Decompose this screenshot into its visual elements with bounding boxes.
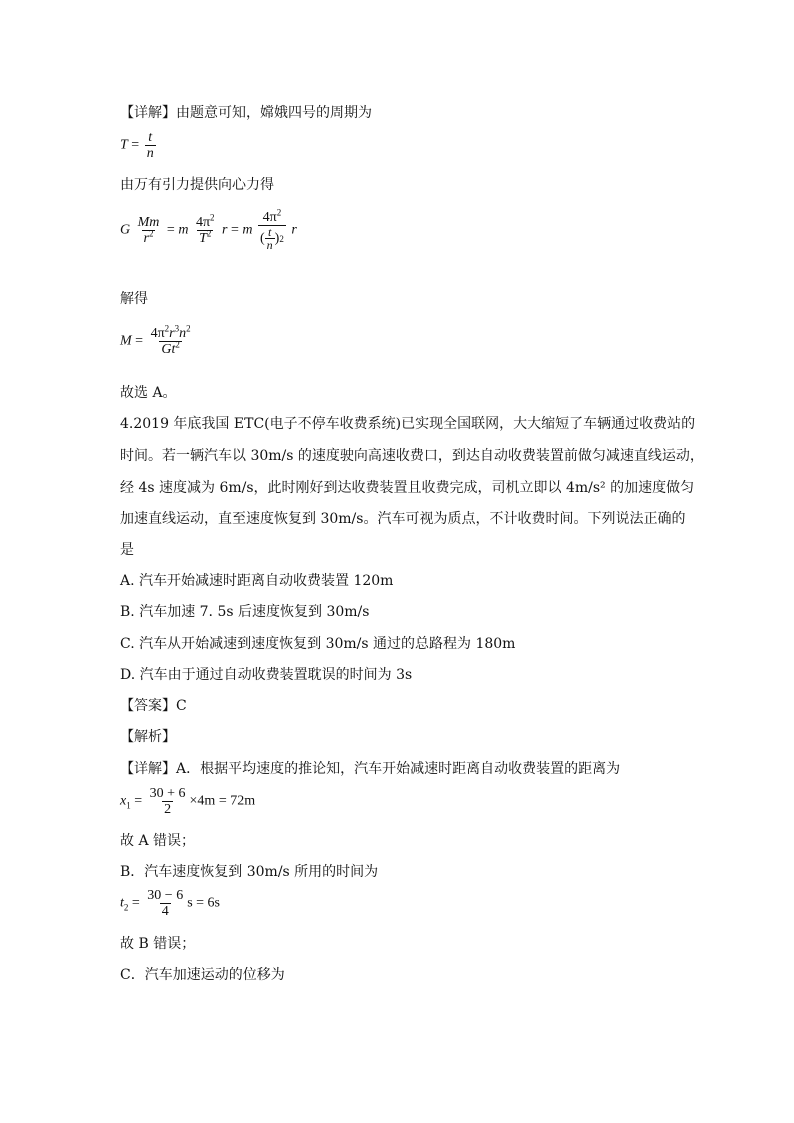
numerator-t: t [268,225,272,239]
denominator-n: n [146,146,154,161]
question4-line-2: 时间。若一辆汽车以 30m/s 的速度驶向高速收费口，到达自动收费装置前做匀减速直线运动， [120,448,704,464]
subscript-2: 2 [123,902,129,913]
exp-2: 2 [164,323,170,334]
numerator-4pi2 [194,212,217,230]
four-pi: 4π [150,326,165,341]
formula-mass [120,323,195,357]
question4-line-3: 经 4s 速度减为 6m/s，此时刚好到达收费装置且收费完成，司机立即以 4m/s² 的加速度做匀 [120,480,695,496]
var-m: m [242,222,253,238]
fraction-30plus6-over-2 [148,786,188,817]
option-B: B. 汽车加速 7. 5s 后速度恢复到 30m/s [120,604,370,620]
option-D: D. 汽车由于通过自动收费装置耽误的时间为 3s [120,667,413,683]
exp-3: 3 [174,323,180,334]
answer-line: 【答案】C [120,698,187,714]
var-m: m [178,222,189,238]
equals: = [166,222,175,238]
var-G: G [120,222,131,238]
fraction-4pi2-over-T2 [194,212,217,246]
denominator: 2 [164,802,172,817]
var-n: n [179,326,187,341]
numerator-t: t [148,130,153,145]
question4-line-4: 加速直线运动，直至速度恢复到 30m/s。汽车可视为质点，不计收费时间。下列说法正确的 [120,511,686,527]
four-pi: 4π [262,210,277,225]
wrong-B-line: 故 B 错误； [120,936,196,952]
exp-2: 2 [210,212,215,223]
var-x: x [120,793,127,809]
formula-period [120,130,158,161]
four-pi: 4π [195,215,211,230]
solve-line: 解得 [120,291,148,307]
numerator-Mm: Mm [137,215,160,230]
numerator: 30 − 6 [147,888,184,903]
analysis-line: 【解析】 [120,729,176,745]
denominator-Gt2 [159,341,182,357]
line-B: B．汽车速度恢复到 30m/s 所用的时间为 [120,864,379,880]
choose-A-line: 故选 A。 [120,385,177,401]
formula-t2 [120,888,220,919]
fraction-t-over-n [145,130,156,161]
var-r: r [291,222,297,238]
var-r: r [143,231,149,246]
equals: = [134,793,143,809]
gravity-line: 由万有引力提供向心力得 [120,177,274,193]
detail-line-1: 【详解】由题意可知，嫦娥四号的周期为 [120,105,372,121]
wrong-A-line: 故 A 错误； [120,833,196,849]
equals: = [131,895,140,911]
formula-gravity [120,207,297,252]
exp-2: 2 [276,207,282,218]
denominator-n: n [266,238,273,252]
fraction-mass [149,323,193,357]
numerator-mass [149,323,193,341]
fraction-4pi2-over-tn2 [258,207,286,252]
line-C: C．汽车加速运动的位移为 [120,967,285,983]
x1-result: ×4m = 72m [189,793,256,809]
option-A: A. 汽车开始减速时距离自动收费装置 120m [120,573,394,589]
option-C: C. 汽车从开始减速到速度恢复到 30m/s 通过的总路程为 180m [120,636,516,652]
denominator-t-over-n-squared: ( $\frac{t}{n}$ ) 2 [260,225,284,252]
t2-result: s = 6s [187,895,220,911]
numerator-4pi2 [261,207,284,225]
exp-2: 2 [148,228,154,239]
var-T: T [120,137,128,153]
exp-2: 2 [206,228,212,239]
fraction-30minus6-over-4 [145,888,185,919]
formula-x1 [120,786,255,817]
var-T: T [199,231,207,246]
denominator-r2 [142,230,156,246]
denominator-T2 [197,230,213,246]
var-Gt: Gt [161,342,176,357]
fraction-Mm-over-r2 [136,215,162,246]
var-t: t [120,895,124,911]
var-r: r [222,222,228,238]
exp-2: 2 [175,339,180,350]
var-M: M [120,333,132,349]
question4-line-5: 是 [120,542,134,558]
subscript-1: 1 [126,800,131,811]
equals: = [131,137,140,153]
detail-A-line: 【详解】A．根据平均速度的推论知，汽车开始减速时距离自动收费装置的距离为 [120,761,621,777]
equals: = [230,222,239,238]
inner-fraction [265,226,275,251]
denominator: 4 [161,904,169,919]
equals: = [135,333,144,349]
question4-line-1: 4.2019 年底我国 ETC(电子不停车收费系统)已实现全国联网，大大缩短了车辆通过收费站的 [120,416,696,432]
numerator: 30 + 6 [149,786,186,801]
var-r: r [169,326,175,341]
exp-2: 2 [186,323,191,334]
